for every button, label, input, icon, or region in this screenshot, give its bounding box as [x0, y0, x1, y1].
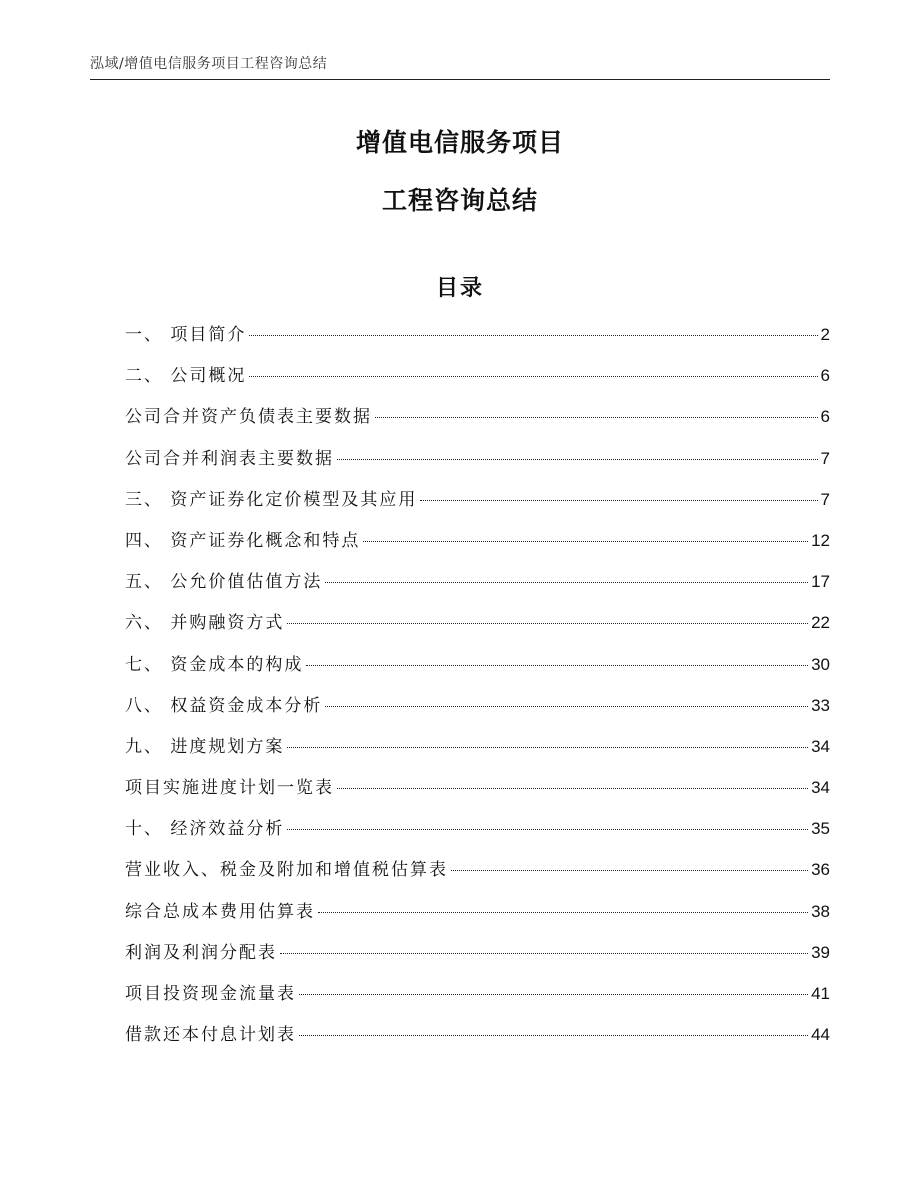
toc-item-page: 6 — [820, 366, 830, 386]
toc-item-label: 二、 公司概况 — [125, 366, 247, 387]
toc-item-page: 41 — [811, 984, 830, 1003]
document-title-line1: 增值电信服务项目 — [355, 128, 564, 157]
toc-item-label: 三、 资产证券化定价模型及其应用 — [125, 489, 418, 510]
toc-item[interactable] — [125, 526, 830, 567]
toc-leader-dots — [337, 788, 808, 789]
toc-heading: 目录 — [435, 276, 484, 301]
toc-item[interactable] — [125, 938, 830, 979]
toc-leader-dots — [280, 953, 808, 954]
toc-item-label: 营业收入、税金及附加和增值税估算表 — [125, 860, 448, 881]
toc-item-page: 34 — [811, 736, 830, 756]
toc-item-page: 34 — [811, 778, 830, 798]
toc-item[interactable] — [125, 773, 830, 814]
toc-leader-dots — [299, 994, 808, 995]
toc-leader-dots — [375, 417, 818, 418]
toc-leader-dots — [451, 870, 808, 871]
toc-item-label: 项目实施进度计划一览表 — [125, 778, 334, 799]
toc-leader-dots — [318, 912, 808, 913]
toc-item-label: 利润及利润分配表 — [125, 942, 277, 963]
toc-item-page: 44 — [811, 1025, 830, 1045]
toc-list — [125, 320, 830, 1061]
toc-item-page: 17 — [811, 572, 830, 592]
toc-item-label: 借款还本付息计划表 — [125, 1025, 296, 1046]
header-rule — [90, 79, 830, 80]
toc-item[interactable] — [125, 897, 830, 938]
toc-leader-dots — [363, 541, 808, 542]
toc-item-page: 33 — [811, 695, 830, 715]
toc-item-page: 7 — [820, 489, 830, 509]
toc-item[interactable] — [125, 691, 830, 732]
toc-item-label: 项目投资现金流量表 — [125, 984, 296, 1004]
toc-item-label: 公司合并资产负债表主要数据 — [125, 407, 372, 428]
toc-item[interactable] — [125, 320, 830, 361]
toc-item[interactable] — [125, 650, 830, 691]
toc-leader-dots — [287, 623, 808, 624]
toc-item-page: 39 — [811, 942, 830, 962]
toc-leader-dots — [287, 829, 808, 830]
document-title-line2: 工程咨询总结 — [381, 186, 538, 215]
toc-leader-dots — [325, 582, 808, 583]
toc-item-label: 七、 资金成本的构成 — [125, 654, 304, 675]
toc-item-label: 五、 公允价值估值方法 — [125, 572, 323, 593]
toc-item[interactable] — [125, 732, 830, 773]
toc-item[interactable] — [125, 361, 830, 402]
toc-item-page: 22 — [811, 613, 830, 633]
toc-leader-dots — [325, 706, 808, 707]
toc-leader-dots — [287, 747, 808, 748]
toc-item-label: 十、 经济效益分析 — [125, 819, 285, 840]
toc-item-label: 四、 资产证券化概念和特点 — [125, 530, 361, 551]
toc-item[interactable] — [125, 485, 830, 526]
toc-leader-dots — [420, 500, 817, 501]
toc-item-label: 一、 项目简介 — [125, 325, 247, 345]
toc-item[interactable] — [125, 608, 830, 649]
toc-item[interactable] — [125, 567, 830, 608]
toc-item-label: 公司合并利润表主要数据 — [125, 448, 334, 469]
toc-item[interactable] — [125, 444, 830, 485]
toc-leader-dots — [337, 459, 818, 460]
toc-item-label: 八、 权益资金成本分析 — [125, 695, 323, 716]
toc-leader-dots — [299, 1035, 808, 1036]
toc-leader-dots — [249, 335, 817, 336]
toc-leader-dots — [306, 665, 808, 666]
toc-item-page: 7 — [820, 448, 830, 468]
toc-item-label: 九、 进度规划方案 — [125, 736, 285, 757]
toc-item-label: 六、 并购融资方式 — [125, 613, 285, 634]
toc-item[interactable] — [125, 402, 830, 443]
toc-item[interactable] — [125, 855, 830, 896]
toc-item-page: 2 — [820, 325, 830, 344]
toc-item[interactable] — [125, 814, 830, 855]
toc-item-page: 36 — [811, 860, 830, 880]
toc-item[interactable] — [125, 1020, 830, 1061]
running-header: 泓域/增值电信服务项目工程咨询总结 — [90, 56, 328, 72]
toc-item-page: 30 — [811, 654, 830, 674]
toc-item-page: 38 — [811, 901, 830, 921]
toc-item-page: 12 — [811, 530, 830, 550]
toc-item-label: 综合总成本费用估算表 — [125, 901, 315, 922]
toc-item[interactable] — [125, 979, 830, 1020]
toc-item-page: 6 — [820, 407, 830, 427]
toc-leader-dots — [249, 376, 817, 377]
toc-item-page: 35 — [811, 819, 830, 839]
